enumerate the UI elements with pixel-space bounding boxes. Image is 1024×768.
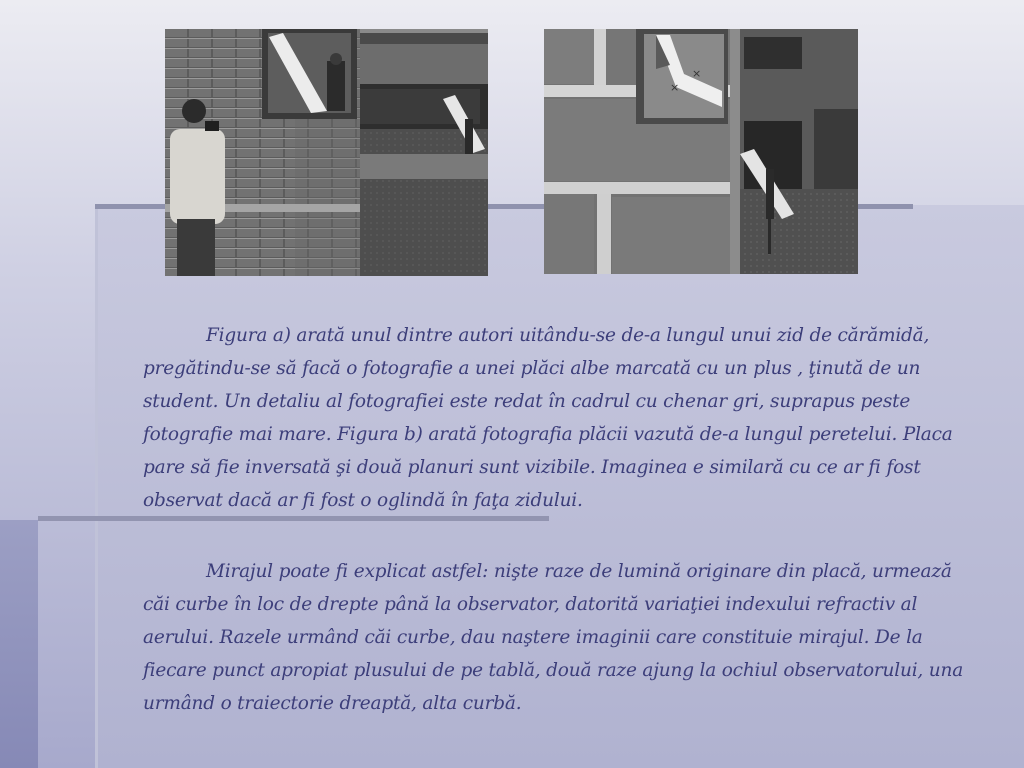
svg-text:×: × <box>670 81 680 94</box>
figure-b-photo <box>544 29 858 274</box>
svg-text:×: × <box>692 67 702 80</box>
side-bar-decoration <box>0 520 38 768</box>
figure-a-photo <box>165 29 488 276</box>
panel-edge-line <box>95 204 98 768</box>
paragraph-figure-description: Figura a) arată unul dintre autori uitându-se de-a lungul unui zid de cărămidă, pregătindu-se să facă o fotografie a unei plăci albe marcată cu un plus , ţinută de un student. Un detaliu al fotografiei este redat în cadrul cu chenar gri, suprapus peste fotografie mai mare. Figura b) arată fotografia plăcii vazută de-a lungul peretelui. Placa pare să fie inversată şi două planuri sunt vizibile. Imaginea e similară cu ce ar fi fost observat dacă ar fi fost o oglindă în faţa zidului. <box>143 324 953 511</box>
middle-rule-line <box>38 516 549 521</box>
paragraph-mirage-explanation: Mirajul poate fi explicat astfel: nişte raze de lumină originare din placă, urmează căi curbe în loc de drepte până la observator, datorită variaţiei indexului refractiv al aerului. Razele urmând căi curbe, dau naştere imaginii care constituie mirajul. De la fiecare punct apropiat plusului de pe tablă, două raze ajung la ochiul observatorului, una urmând o traiectorie dreaptă, alta curbă. <box>143 560 964 714</box>
